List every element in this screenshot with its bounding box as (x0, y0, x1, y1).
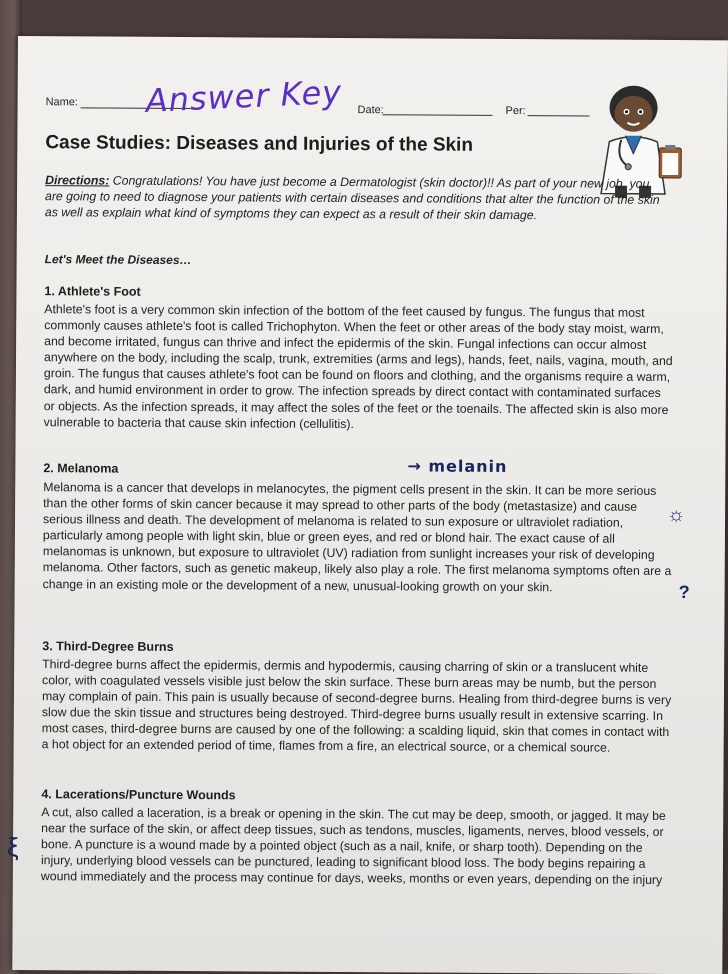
page-title: Case Studies: Diseases and Injuries of the Skin (45, 132, 474, 156)
period-label: Per: (505, 104, 526, 118)
period-rule (528, 115, 590, 116)
section-intro: Let's Meet the Diseases… (44, 252, 192, 268)
section-title-lacerations: 4. Lacerations/Puncture Wounds (41, 787, 236, 803)
section-body-athletes-foot: Athlete's foot is a very common skin infection of the bottom of the feet caused by fungus. The fungus that most commonly causes athlete's foot is called Trichophyton. When the feet or other areas of the body stay moist, warm, and become irritated, fungus can thrive and infect the epidermis of the skin. Fungal infections can occur almost anywhere on the body, including the scalp, trunk, extremities (arms and legs), hands, feet, nails, vagina, mouth, and groin. The fungus that causes athlete's foot can be found on floors and clothing, and the organisms require a warm, dark, and humid environment in order to grow. The infection spreads by direct contact with contaminated surfaces or objects. As the infection spreads, it may affect the soles of the feet or the toenails. The affected skin is also more vulnerable to bacteria that cause skin infection (cellulitis). (43, 302, 673, 431)
section-title-third-degree-burns: 3. Third-Degree Burns (42, 639, 174, 654)
directions-label: Directions: (45, 173, 110, 188)
date-label: Date: (357, 104, 384, 117)
date-rule (383, 114, 493, 116)
melanin-handwritten-note: → melanin (407, 456, 508, 476)
section-title-athletes-foot: 1. Athlete's Foot (44, 284, 141, 299)
directions-paragraph (45, 172, 665, 224)
name-label: Name: (45, 96, 79, 109)
section-title-melanoma: 2. Melanoma (43, 461, 119, 476)
section-body-melanoma: Melanoma is a cancer that develops in melanocytes, the pigment cells present in the skin. It can be more serious than the other forms of skin cancer because it may spread to other parts of the body (metastasize) and cause serious illness and death. The development of melanoma is related to sun exposure or ultraviolet radiation, particularly among people with light skin, blue or green eyes, and red or blond hair. The exact cause of all melanomas is unknown, but exposure to ultraviolet (UV) radiation from sunlight increases your risk of developing melanoma. Other factors, such as genetic makeup, likely also play a role. The first melanoma symptoms often are a change in an existing mole or the development of a new, unusual-looking growth on your skin. (42, 480, 672, 594)
worksheet-page (6, 36, 728, 974)
answer-key-handwriting: Answer Key (144, 72, 343, 120)
zigzag-annotation: ξ (6, 831, 19, 863)
sun-doodle-icon: ☼ (667, 503, 686, 527)
section-body-third-degree-burns: Third-degree burns affect the epidermis, dermis and hypodermis, causing charring of skin or a translucent white color, with coagulated vessels visible just below the skin surface. These burn areas may be numb, but the person may complain of pain. This pain is usually because of second-degree burns. Healing from third-degree burns is very slow due the skin tissue and structures being destroyed. Third-degree burns usually result in extensive scarring. In most cases, third-degree burns are caused by one of the following: a scalding liquid, skin that comes in contact with a hot object for an extended period of time, flames from a fire, an electrical source, or a chemical source. (41, 657, 672, 756)
question-mark-annotation: ? (678, 582, 690, 603)
directions-text: Congratulations! You have just become a Dermatologist (skin doctor)!! As part of your new job, you are going to need to diagnose your patients with certain diseases and conditions that alter the function of the skin as well as explain what kind of symptoms they can expect as a result of their skin damage. (44, 173, 660, 223)
section-body-lacerations: A cut, also called a laceration, is a break or opening in the skin. The cut may be deep, smooth, or jagged. It may be near the surface of the skin, or affect deep tissues, such as tendons, muscles, ligaments, nerves, blood vessels, or bone. A puncture is a wound made by a pointed object (such as a nail, knife, or sharp tooth). Depending on the injury, underlying blood vessels can be punctured, leading to significant blood loss. The body begins repairing a wound immediately and the process may continue for days, weeks, months or even years, depending on the injury (40, 805, 666, 888)
